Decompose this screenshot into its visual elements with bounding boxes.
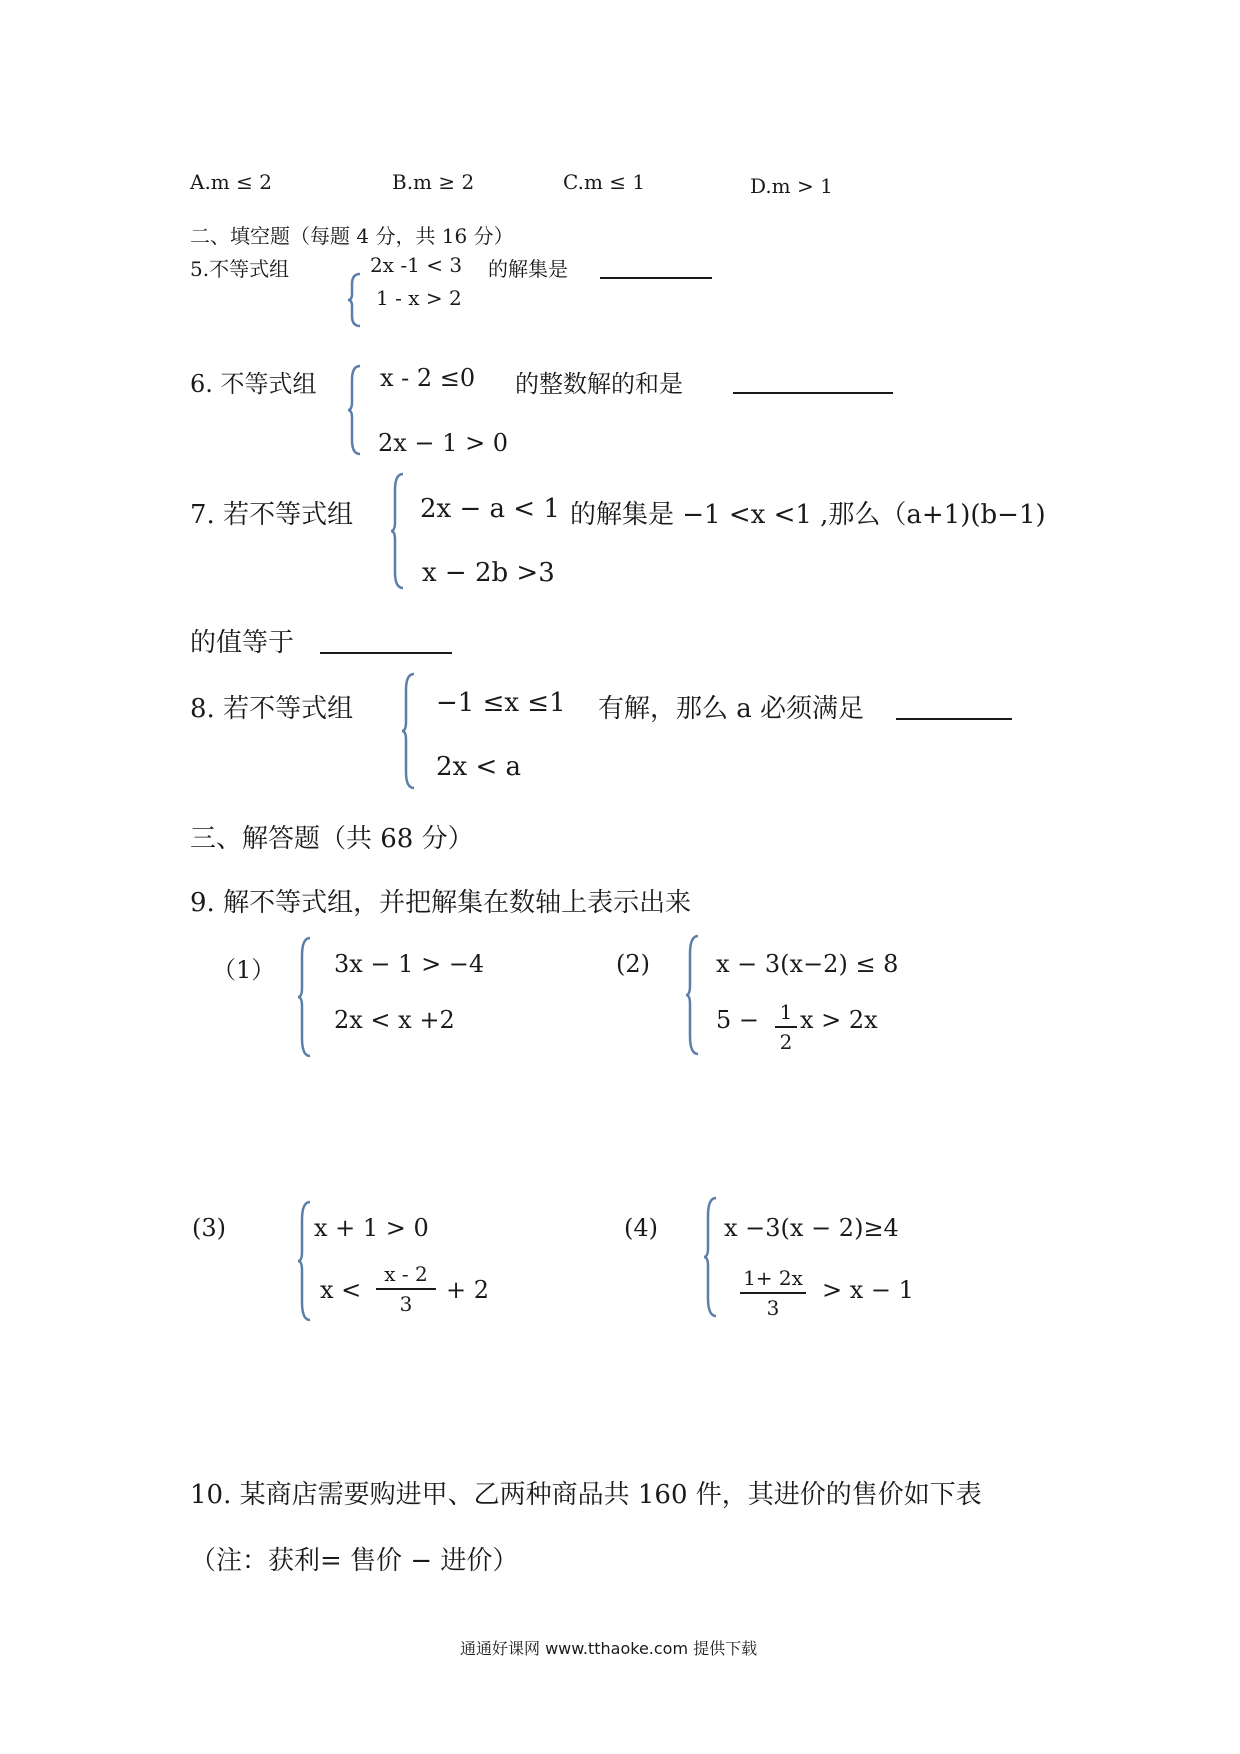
left-brace-icon	[296, 1200, 312, 1322]
sub-question-2-inequality-1: x − 3(x−2) ≤ 8	[716, 950, 899, 978]
sub-question-3-inequality-2-lhs: x <	[320, 1276, 362, 1304]
choice-b: B.m ≥ 2	[392, 170, 475, 194]
question-8-label: 8. 若不等式组	[190, 694, 354, 724]
answer-blank[interactable]	[896, 688, 1012, 724]
question-10-line-1: 10. 某商店需要购进甲、乙两种商品共 160 件，其进价的售价如下表	[190, 1480, 982, 1510]
question-6-inequality-2: 2x − 1 > 0	[378, 429, 509, 457]
fraction-denominator: 2	[779, 1030, 793, 1054]
sub-question-1-inequality-1: 3x − 1 > −4	[334, 950, 485, 978]
answer-blank[interactable]	[600, 253, 712, 283]
sub-question-1-label: （1）	[212, 956, 276, 984]
question-7-prompt: 的解集是 −1 <x <1 ,那么（a+1)(b−1)	[570, 500, 1046, 530]
sub-question-4-inequality-2-rhs: > x − 1	[822, 1276, 914, 1304]
choice-a: A.m ≤ 2	[190, 170, 272, 194]
question-6-label: 6. 不等式组	[190, 370, 317, 398]
question-8-inequality-1: −1 ≤x ≤1	[436, 688, 566, 718]
fraction-denominator: 3	[766, 1296, 780, 1320]
fraction-one-half	[775, 1000, 797, 1054]
section-heading-solve: 三、解答题（共 68 分）	[190, 824, 474, 854]
fraction-numerator: x - 2	[384, 1262, 428, 1286]
left-brace-icon	[400, 672, 416, 790]
answer-blank[interactable]	[733, 364, 893, 398]
question-5-label: 5.不等式组	[190, 257, 290, 281]
sub-question-1-inequality-2: 2x < x +2	[334, 1006, 455, 1034]
fraction-numerator: 1	[779, 1000, 793, 1024]
question-7-continuation: 的值等于	[190, 628, 295, 658]
sub-question-4-label: (4)	[624, 1214, 658, 1242]
question-8-inequality-2: 2x < a	[436, 752, 522, 782]
question-7-inequality-1: 2x − a < 1	[420, 494, 560, 524]
fraction-x-minus-2-over-3	[376, 1262, 436, 1316]
sub-question-3-inequality-1: x + 1 > 0	[314, 1214, 429, 1242]
question-7-inequality-2: x − 2b >3	[422, 558, 555, 588]
question-6-prompt: 的整数解的和是	[515, 370, 683, 398]
question-7-label: 7. 若不等式组	[190, 500, 354, 530]
fraction-numerator: 1+ 2x	[743, 1266, 803, 1290]
question-5-inequality-2: 1 - x > 2	[376, 286, 462, 310]
question-5-prompt: 的解集是	[488, 257, 568, 281]
question-9-prompt: 9. 解不等式组，并把解集在数轴上表示出来	[190, 888, 692, 918]
fraction-1-plus-2x-over-3	[740, 1266, 806, 1320]
sub-question-4-inequality-1: x −3(x − 2)≥4	[724, 1214, 899, 1242]
left-brace-icon	[389, 472, 405, 590]
left-brace-icon	[702, 1196, 718, 1318]
choice-c: C.m ≤ 1	[563, 170, 646, 194]
sub-question-2-inequality-2-lhs: 5 −	[716, 1006, 760, 1034]
question-8-prompt: 有解，那么 a 必须满足	[598, 694, 865, 724]
left-brace-icon	[346, 272, 362, 328]
sub-question-3-label: (3)	[192, 1214, 226, 1242]
fraction-denominator: 3	[399, 1292, 413, 1316]
left-brace-icon	[684, 934, 700, 1056]
footer-source: 通通好课网 www.tthaoke.com 提供下载	[460, 1639, 758, 1658]
sub-question-3-inequality-2-rhs: + 2	[446, 1276, 490, 1304]
sub-question-2-inequality-2-rhs: x > 2x	[800, 1006, 878, 1034]
section-heading-fill-in: 二、填空题（每题 4 分，共 16 分）	[190, 224, 514, 248]
sub-question-2-label: (2)	[616, 950, 650, 978]
left-brace-icon	[296, 936, 312, 1058]
answer-blank[interactable]	[320, 622, 452, 658]
question-5-inequality-1: 2x -1 < 3	[370, 253, 463, 277]
question-10-note: （注：获利= 售价 − 进价）	[190, 1546, 519, 1576]
left-brace-icon	[346, 364, 362, 456]
question-6-inequality-1: x - 2 ≤0	[380, 364, 476, 392]
choice-d: D.m > 1	[750, 174, 833, 198]
